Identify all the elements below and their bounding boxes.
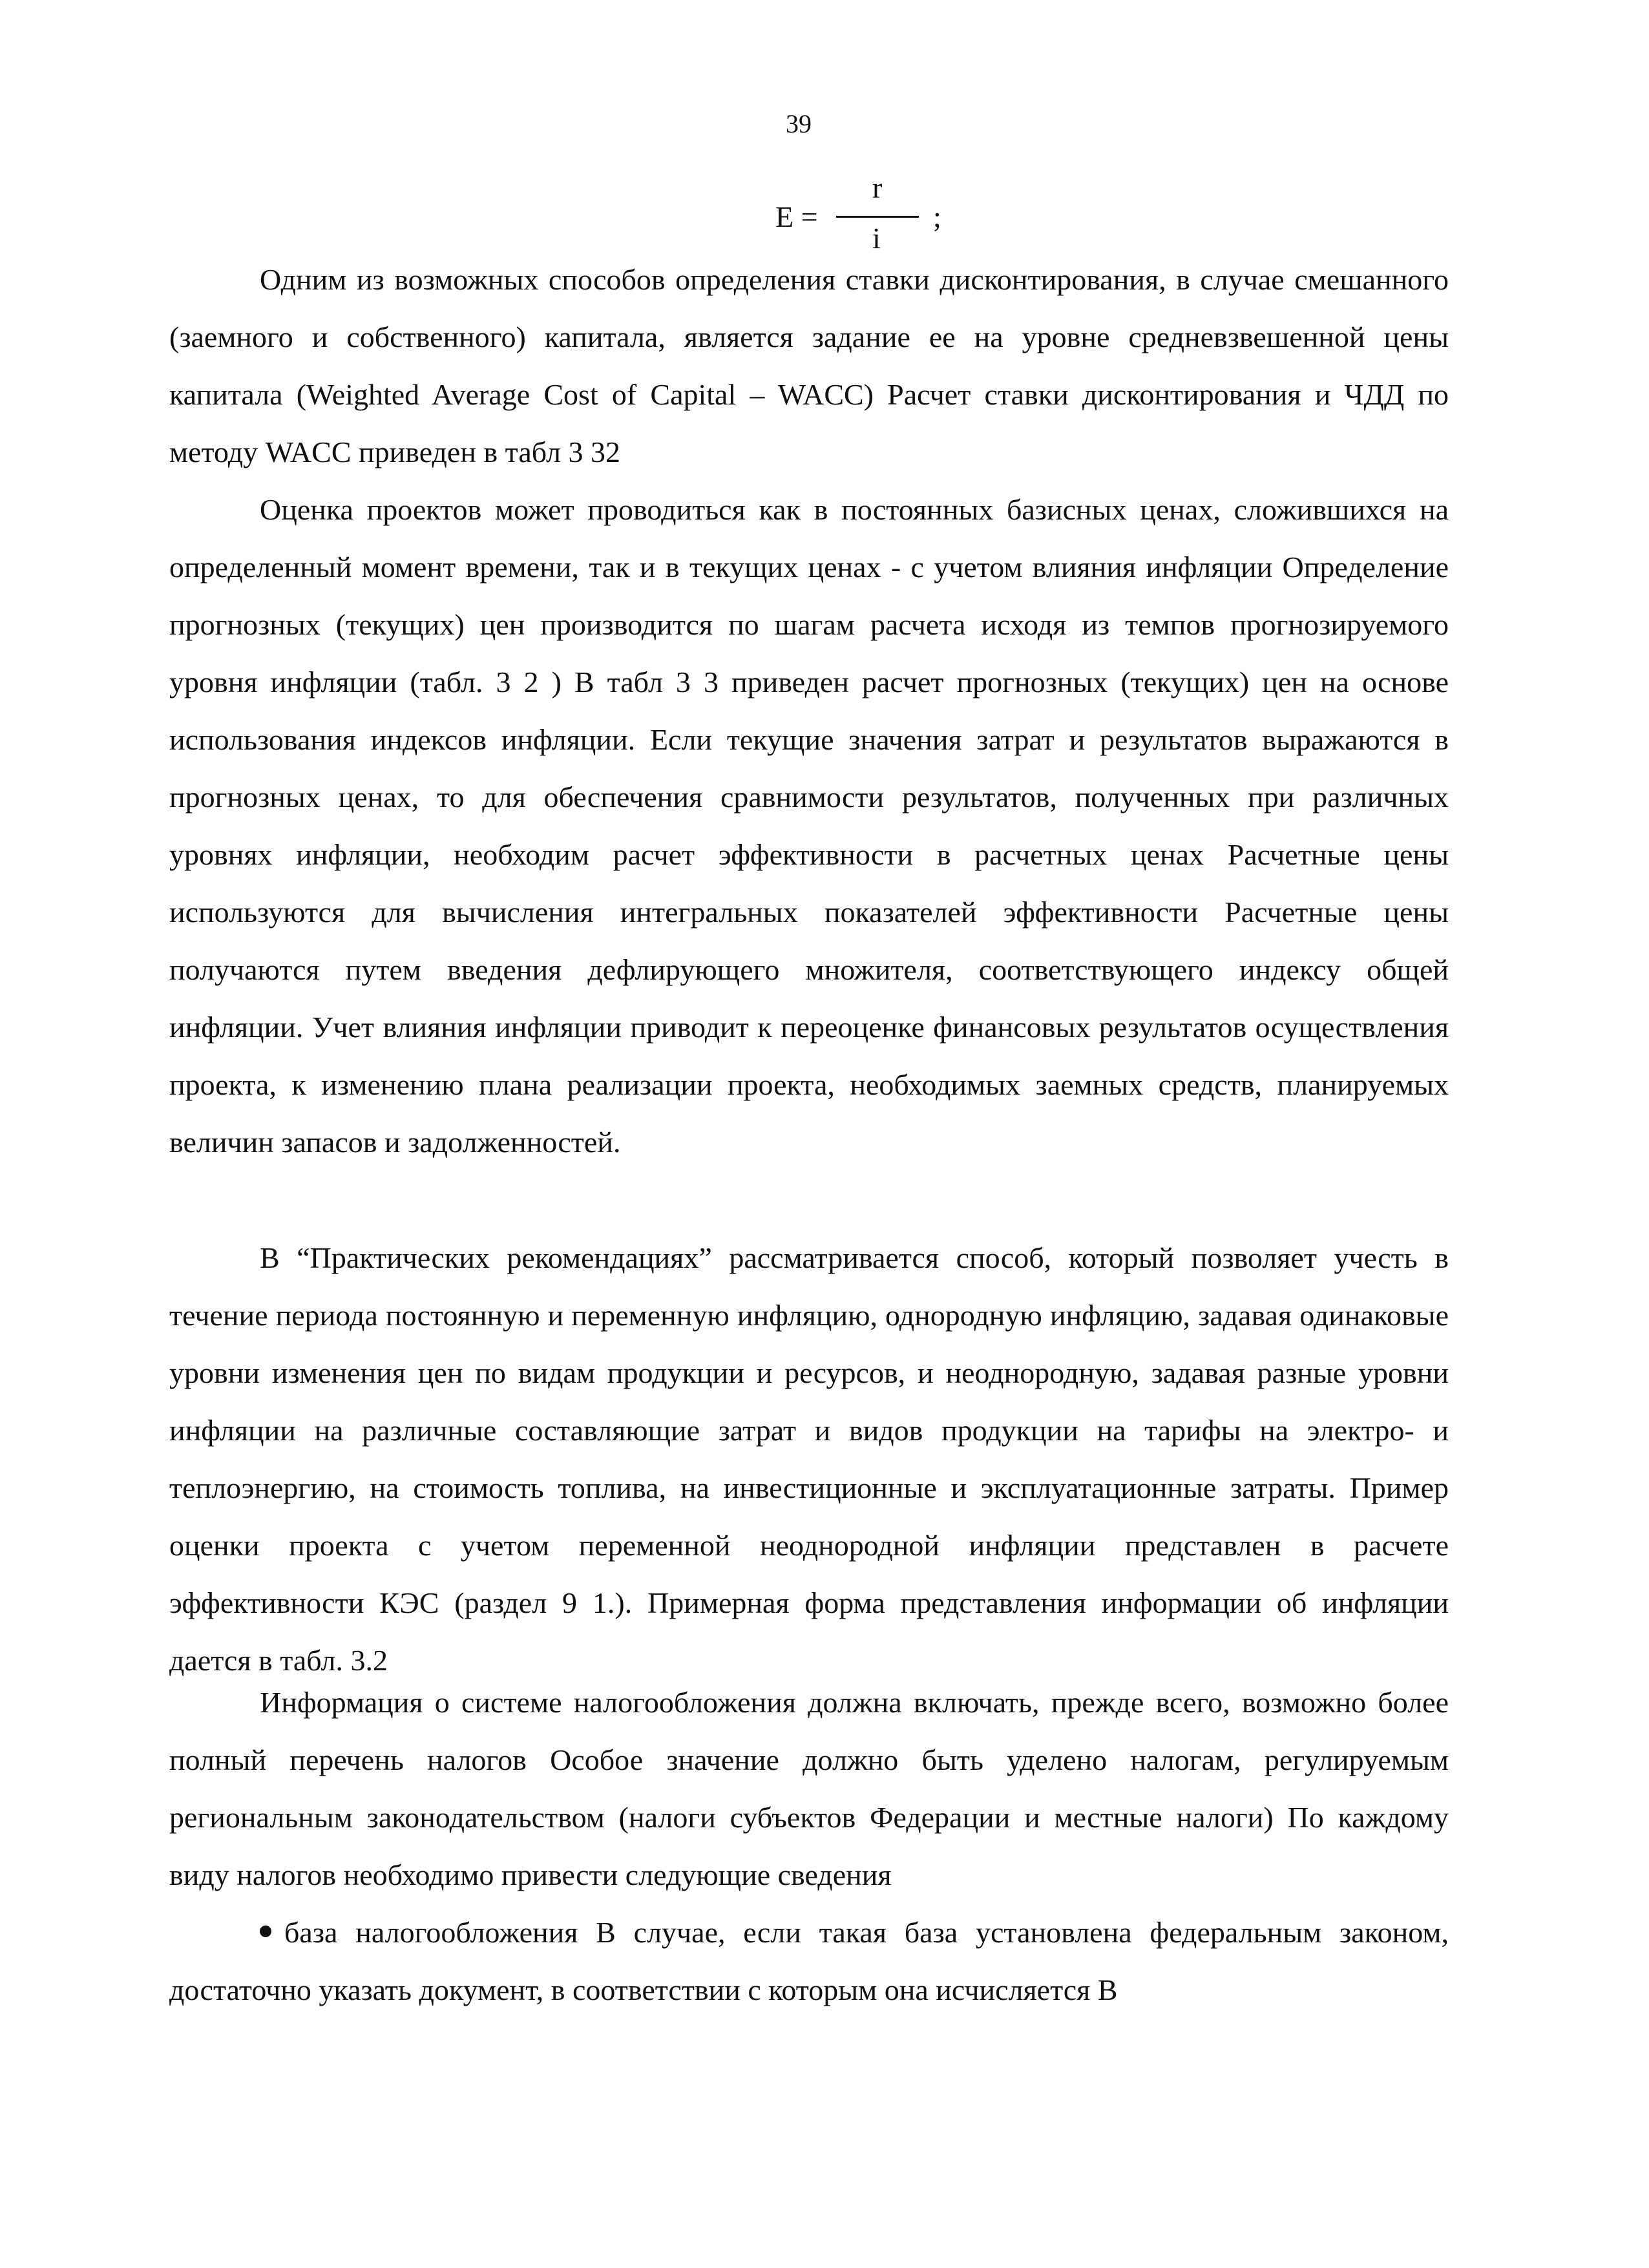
bullet-item (169, 1904, 1449, 2019)
paragraph-practical-recommendations: В “Практических рекомендациях” рассматривается способ, который позволяет учесть в течение периода постоянную и переменную инфляцию, однородную инфляцию, задавая одинаковые уровни изменения цен по видам продукции и ресурсов, и неоднородную, задавая разные уровни инфляции на различные составляющие затрат и видов продукции на тарифы на электро- и теплоэнергию, на стоимость топлива, на инвестиционные и эксплуатационные затраты. Пример оценки проекта с учетом переменной неоднородной инфляции представлен в расчете эффективности КЭС (раздел 9 1.). Примерная форма представления информации об инфляции дается в табл. 3.2 (169, 1241, 1449, 1677)
formula-denominator: i (872, 222, 881, 255)
paragraph-inflation-prices: Оценка проектов может проводиться как в постоянных базисных ценах, сложившихся на определенный момент времени, так и в текущих ценах - с учетом влияния инфляции Определение прогнозных (текущих) цен производится по шагам расчета исходя из темпов прогнозируемого уровня инфляции (табл. 3 2 ) В табл 3 3 приведен расчет прогнозных (текущих) цен на основе использования индексов инфляции. Если текущие значения затрат и результатов выражаются в прогнозных ценах, то для обеспечения сравнимости результатов, полученных при различных уровнях инфляции, необходим расчет эффективности в расчетных ценах Расчетные цены используются для вычисления интегральных показателей эффективности Расчетные цены получаются путем введения дефлирующего множителя, соответствующего индексу общей инфляции. Учет влияния инфляции приводит к переоценке финансовых результатов осуществления проекта, к изменению плана реализации проекта, необходимых заемных средств, планируемых величин запасов и задолженностей. (169, 493, 1449, 1159)
formula-terminator: ; (933, 200, 941, 233)
page-number: 39 (786, 109, 812, 138)
paragraph-discount-rate: Одним из возможных способов определения ставки дисконтирования, в случае смешанного (заемного и собственного) капитала, является задание ее на уровне средневзвешенной цены капитала (Weighted Average Cost of Capital – WACC) Расчет ставки дисконтирования и ЧДД по методу WACC приведен в табл 3 32 (169, 263, 1449, 468)
bullet-dot-icon (260, 1926, 271, 1937)
formula-numerator: r (872, 171, 883, 204)
bullet-text: база налогообложения В случае, если такая база установлена федеральным законом, достаточно указать документ, в соответствии с которым она исчисляется В (169, 1916, 1449, 2006)
paragraph-tax-system: Информация о системе налогообложения должна включать, прежде всего, возможно более полный перечень налогов Особое значение должно быть уделено налогам, регулируемым региональным законодательством (налоги субъектов Федерации и местные налоги) По каждому виду налогов необходимо привести следующие сведения (169, 1686, 1449, 1891)
formula-lhs: E = (775, 200, 818, 233)
fraction-bar (836, 216, 919, 218)
